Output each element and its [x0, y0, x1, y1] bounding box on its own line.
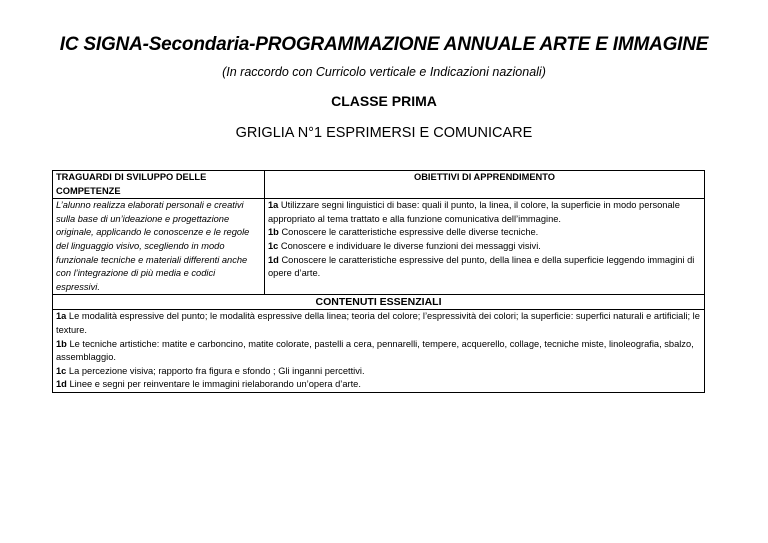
obiettivo-item: 1b Conoscere le caratteristiche espressive delle diverse tecniche. — [268, 227, 539, 238]
class-heading: CLASSE PRIMA — [331, 93, 437, 109]
obiettivo-item: 1d Conoscere le caratteristiche espressive del punto, della linea e della superficie leggendo immagini di opere d’arte. — [268, 254, 695, 279]
contenuti-list — [53, 310, 705, 393]
obiettivi-header: OBIETTIVI DI APPRENDIMENTO — [265, 171, 705, 199]
contenuti-row — [53, 310, 705, 393]
contenuto-item: 1c La percezione visiva; rapporto fra figura e sfondo ; Gli inganni percettivi. — [56, 365, 365, 376]
programming-table — [52, 170, 705, 393]
obiettivo-item: 1a Utilizzare segni linguistici di base: quali il punto, la linea, il colore, la superficie in modo personale appropriato al tema trattato e alla funzione comunicativa dell’immagine. — [268, 200, 680, 224]
contenuto-item: 1b Le tecniche artistiche: matite e carboncino, matite colorate, pastelli a cera, pennarelli, tempere, acquerello, collage, tecniche miste, linoleografia, sbalzo, assemblaggio. — [56, 338, 694, 363]
table-row — [53, 199, 705, 295]
contenuti-header: CONTENUTI ESSENZIALI — [53, 295, 705, 310]
table-header-row — [53, 171, 705, 199]
contenuti-header-row — [53, 295, 705, 310]
obiettivi-list — [265, 199, 705, 295]
document-subtitle: (In raccordo con Curricolo verticale e Indicazioni nazionali) — [222, 65, 546, 79]
obiettivo-item: 1c Conoscere e individuare le diverse funzioni dei messaggi visivi. — [268, 240, 541, 251]
contenuto-item: 1d Linee e segni per reinventare le immagini rielaborando un’opera d’arte. — [56, 379, 361, 390]
document-title: IC SIGNA-Secondaria-PROGRAMMAZIONE ANNUALE ARTE E IMMAGINE — [59, 34, 709, 55]
grid-heading: GRIGLIA N°1 ESPRIMERSI E COMUNICARE — [235, 125, 533, 141]
contenuto-item: 1a Le modalità espressive del punto; le modalità espressive della linea; teoria del colore; l’espressività dei colori; la superficie: superfici naturali e artificiali; le texture. — [56, 311, 700, 335]
traguardi-header: TRAGUARDI DI SVILUPPO DELLE COMPETENZE — [53, 171, 265, 199]
traguardi-text: L’alunno realizza elaborati personali e creativi sulla base di un’ideazione e progettazione originale, applicando le conoscenze e le regole del linguaggio visivo, scegliendo in modo funzionale tecniche e materiali differenti anche con l’integrazione di più media e codici espressivi. — [53, 199, 265, 295]
